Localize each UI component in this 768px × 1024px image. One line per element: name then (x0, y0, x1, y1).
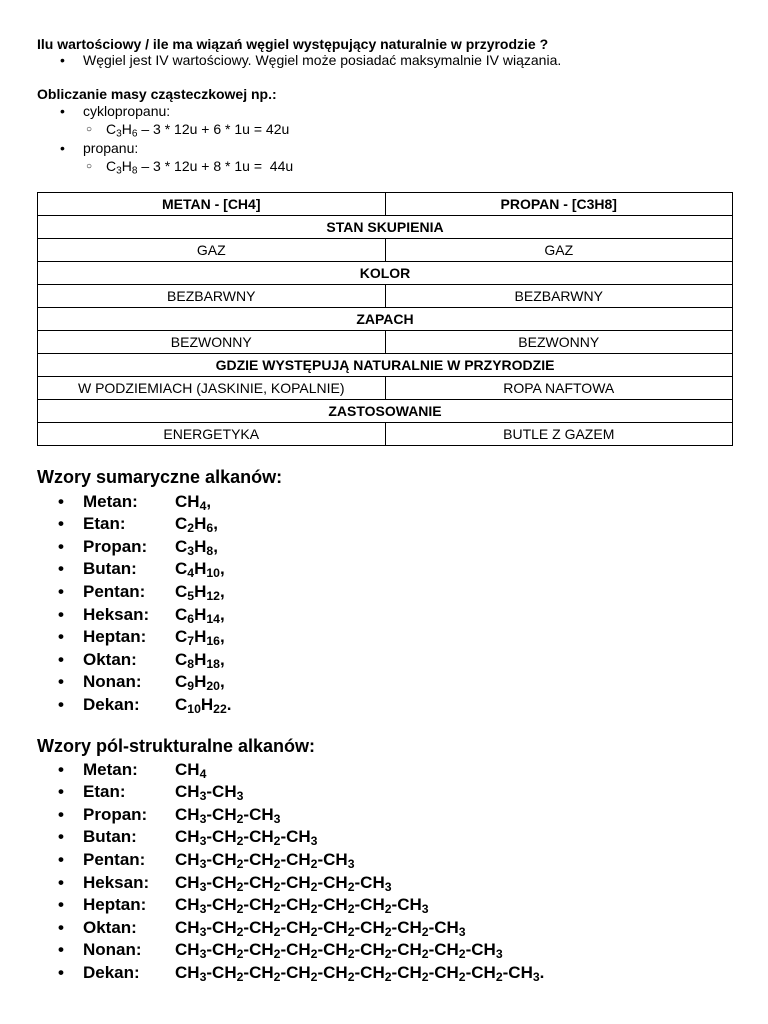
bullet: • (60, 140, 65, 156)
bullet: • (58, 536, 64, 556)
bullet: • (58, 627, 64, 647)
table-cell: BEZWONNY (38, 331, 386, 354)
bullet: • (60, 52, 65, 68)
table-cell: W PODZIEMIACH (JASKINIE, KOPALNIE) (38, 377, 386, 400)
mass-formula (86, 158, 293, 176)
formula: $CH_3-CH_2-CH_2-CH_2-CH_3$ (175, 849, 355, 872)
list-item (58, 647, 232, 670)
formula: $CH_3-CH_2-CH_2-CH_2-CH_2-CH_2-CH_3$ (175, 895, 429, 917)
circle-bullet: ○ (86, 161, 93, 172)
bullet: • (58, 672, 64, 692)
alkane-name: Pentan: (83, 849, 146, 869)
formula: $C_2H_6$, (175, 514, 218, 536)
bullet: • (58, 962, 64, 982)
list-item (58, 757, 544, 780)
formula: $CH_3-CH_2-CH_2-CH_2-CH_2-CH_2-CH_2-CH_2-CH_2-CH_3$. (175, 962, 545, 984)
list-item (58, 802, 544, 825)
list-item (58, 602, 232, 625)
list-item (58, 579, 232, 602)
alkane-name: Oktan: (83, 649, 137, 669)
mass-item-label: • propanu: (60, 140, 139, 156)
table-header-row (38, 193, 733, 216)
table-cell: ROPA NAFTOWA (385, 377, 733, 400)
table-cell: BEZWONNY (385, 331, 733, 354)
list-item (58, 670, 232, 693)
section-title: ZAPACH (38, 308, 733, 331)
list-item (58, 915, 544, 938)
bullet: • (58, 604, 64, 624)
col-header-propan: PROPAN - [C3H8] (385, 193, 733, 216)
bullet: • (58, 649, 64, 669)
formula: $C_3H_6 - 3 * 12u + 6 * 1u = 42u$ (106, 121, 290, 140)
bullet: • (58, 849, 64, 869)
summary-list (58, 489, 232, 715)
formula: $C_3H_8$, (175, 536, 218, 558)
list-item (58, 534, 232, 557)
section-title: STAN SKUPIENIA (38, 216, 733, 239)
bullet: • (60, 103, 65, 119)
bullet: • (58, 782, 64, 802)
alkane-name: Etan: (83, 782, 126, 802)
list-item (58, 938, 544, 961)
alkane-name: Dekan: (83, 694, 140, 714)
mass-formula (86, 121, 289, 139)
formula: $C_8H_{18}$, (175, 649, 225, 671)
list-item (58, 960, 544, 983)
alkane-name: Propan: (83, 804, 148, 824)
formula: $C_4H_{10}$, (175, 559, 225, 581)
section-title: KOLOR (38, 262, 733, 285)
structural-list (58, 757, 544, 983)
formula: $CH_3-CH_2-CH_2-CH_3$ (175, 827, 318, 849)
alkane-name: Heksan: (83, 604, 150, 624)
bullet: • (58, 759, 64, 779)
formula: $CH_4$, (175, 491, 212, 513)
formula: $CH_4$ (175, 759, 207, 781)
table-cell: ENERGETYKA (38, 423, 386, 446)
formula: $CH_3-CH_3$ (175, 782, 244, 804)
list-item (58, 557, 232, 580)
formula: $C_3H_8 - 3 * 12u + 8 * 1u = 44u$ (106, 158, 294, 177)
list-item (58, 847, 544, 870)
table-cell: BUTLE Z GAZEM (385, 423, 733, 446)
question-answer (60, 52, 561, 68)
formula: $CH_3-CH_2-CH_2-CH_2-CH_2-CH_2-CH_2-CH_2-CH_3$ (175, 940, 503, 962)
list-item (58, 625, 232, 648)
col-header-metan: METAN - [CH4] (38, 193, 386, 216)
answer-text: Węgiel jest IV wartościowy. Węgiel może posiadać maksymalnie IV wiązania. (83, 52, 562, 68)
alkane-name: Nonan: (83, 672, 142, 692)
bullet: • (58, 895, 64, 915)
table-cell: BEZBARWNY (385, 285, 733, 308)
list-item (58, 489, 232, 512)
list-item (58, 893, 544, 916)
bullet: • (58, 581, 64, 601)
table-cell: GAZ (38, 239, 386, 262)
bullet: • (58, 694, 64, 714)
bullet: • (58, 872, 64, 892)
alkane-name: Butan: (83, 827, 137, 847)
formula: $C_7H_{16}$, (175, 627, 225, 649)
alkane-name: Heptan: (83, 895, 147, 915)
list-item (58, 870, 544, 893)
summary-title: Wzory sumaryczne alkanów: (37, 467, 283, 487)
alkane-name: Nonan: (83, 940, 142, 960)
bullet: • (58, 559, 64, 579)
alkane-name: Pentan: (83, 581, 146, 601)
alkane-name: Dekan: (83, 962, 140, 982)
table-cell: BEZBARWNY (38, 285, 386, 308)
bullet: • (58, 917, 64, 937)
mass-item-label: • cyklopropanu: (60, 103, 171, 119)
alkane-name: Propan: (83, 536, 148, 556)
bullet: • (58, 514, 64, 534)
alkane-name: Metan: (83, 759, 138, 779)
formula: $CH_3-CH_2-CH_2-CH_2-CH_2-CH_3$ (175, 872, 392, 894)
alkane-name: Oktan: (83, 917, 137, 937)
bullet: • (58, 827, 64, 847)
alkane-name: Heksan: (83, 872, 150, 892)
alkane-name: Metan: (83, 491, 138, 511)
list-item (58, 780, 544, 803)
section-title: ZASTOSOWANIE (38, 400, 733, 423)
structural-title: Wzory pól-strukturalne alkanów: (37, 736, 316, 756)
alkane-name: Etan: (83, 514, 126, 534)
formula: $CH_3-CH_2-CH_2-CH_2-CH_2-CH_2-CH_2-CH_3$ (175, 917, 466, 939)
question-title: Ilu wartościowy / ile ma wiązań węgiel występujący naturalnie w przyrodzie ? (37, 36, 549, 52)
section-title: GDZIE WYSTĘPUJĄ NATURALNIE W PRZYRODZIE (38, 354, 733, 377)
circle-bullet: ○ (86, 124, 93, 135)
bullet: • (58, 940, 64, 960)
mass-title: Obliczanie masy cząsteczkowej np.: (37, 86, 277, 102)
formula: $CH_3-CH_2-CH_3$ (175, 804, 281, 826)
formula: $C_{10}H_{22}$. (175, 694, 232, 716)
formula: $C_9H_{20}$, (175, 672, 225, 694)
list-item (58, 692, 232, 715)
comparison-table (37, 192, 733, 446)
bullet: • (58, 491, 64, 511)
table-cell: GAZ (385, 239, 733, 262)
list-item (58, 512, 232, 535)
alkane-name: Butan: (83, 559, 137, 579)
list-item (58, 825, 544, 848)
alkane-name: Heptan: (83, 627, 147, 647)
bullet: • (58, 804, 64, 824)
formula: $C_5H_{12}$, (175, 581, 225, 604)
formula: $C_6H_{14}$, (175, 604, 225, 626)
